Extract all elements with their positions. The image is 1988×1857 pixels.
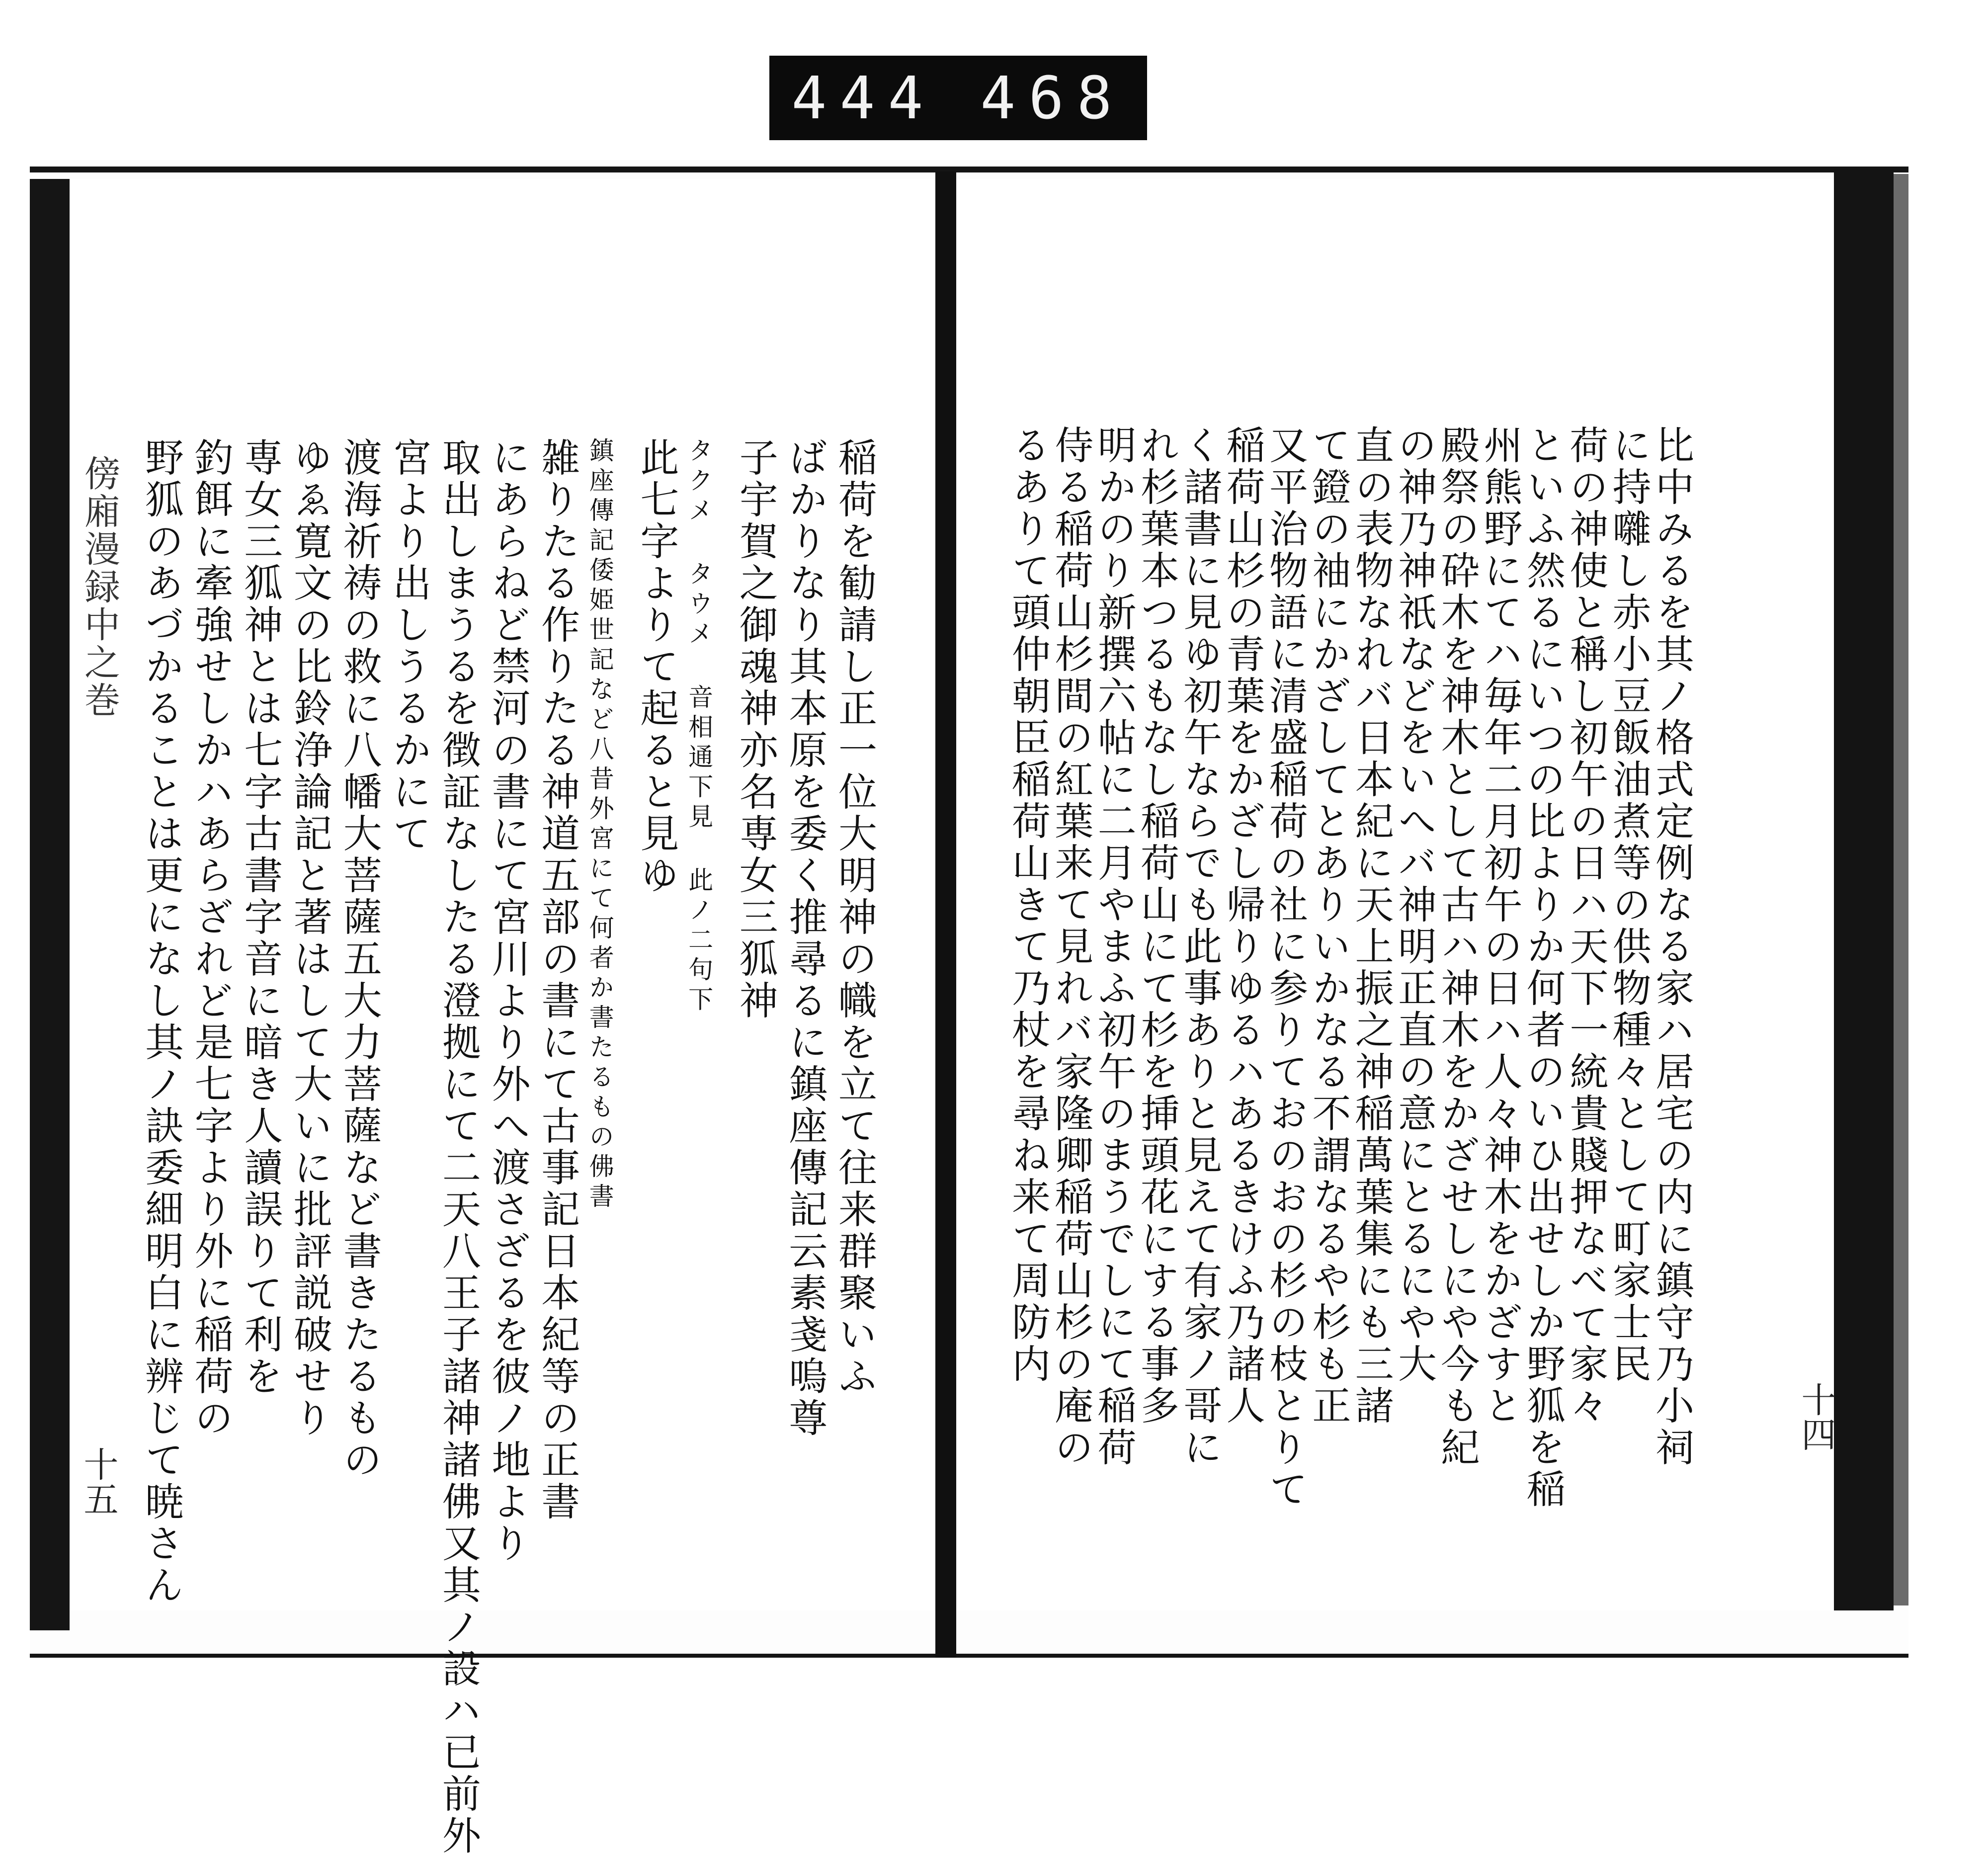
frame-number-right: 468: [980, 64, 1125, 132]
left-column-5: 此七字よりて起ると見ゆ: [634, 437, 679, 897]
right-column-6: 殿祭の砕木を神木として古ハ神木をかざせしにや今も紀: [1434, 425, 1480, 1469]
left-column-12: ゆゑ寛文の比鈴浄論記と著はして大いに批評説破せり: [287, 437, 332, 1439]
left-column-9: 取出しまうるを徴証なしたる澄拠にて二天八王子諸神諸佛又其ノ設ハ已前外: [435, 437, 481, 1857]
right-column-5: 州熊野にてハ毎年二月初午の日ハ人々神木をかざすと: [1477, 425, 1522, 1427]
page-stack-edge: [1894, 174, 1908, 1605]
left-column-8: にあらねど禁河の書にて宮川より外へ渡さざるを彼ノ地より: [485, 437, 530, 1565]
right-column-15: 侍る稲荷山杉間の紅葉来て見れバ家隆卿稲荷山杉の庵の: [1048, 425, 1093, 1469]
right-column-16: るありて頭仲朝臣稲荷山きて乃杖を尋ね来て周防内: [1005, 425, 1050, 1385]
right-column-1: 比中みるを其ノ格式定例なる家ハ居宅の内に鎮守乃小祠: [1649, 425, 1694, 1469]
running-title: 傍廂漫録中之巻: [79, 455, 120, 719]
left-column-1: 稲荷を勧請し正一位大明神の幟を立て往来群聚いふ: [832, 437, 877, 1398]
left-column-3: 子宇賀之御魂神亦名専女三狐神: [733, 437, 778, 1022]
microfilm-frame-label: [769, 56, 1147, 140]
left-column-4: タクメ タウメ 音相通下見 此ノ二句下: [684, 437, 714, 1016]
right-column-7: の神乃神祇などをいへバ神明正直の意にとるにや大: [1392, 425, 1436, 1385]
right-column-8: 直の表物なれバ日本紀に天上振之神稲萬葉集にも三諸: [1348, 425, 1394, 1427]
left-column-14: 釣餌に牽強せしかハあらざれど是七字より外に稲荷の: [188, 437, 233, 1439]
left-column-7: 雑りたる作りたる神道五部の書にて古事記日本紀等の正書: [535, 437, 580, 1523]
right-column-13: れ杉葉本つるもなし稲荷山にて杉を挿頭花にする事多: [1134, 425, 1179, 1427]
gutter: [935, 171, 956, 1658]
left-binding-edge: [30, 179, 70, 1630]
frame-number-left: 444: [791, 64, 936, 132]
right-column-3: 荷の神使と稱し初午の日ハ天下一統貴賤押なべて家々: [1563, 425, 1608, 1427]
left-column-6: 鎮座傳記倭姫世記など八昔外宮にて何者か書たるもの佛書: [585, 437, 614, 1213]
folio-left: 十五: [78, 1446, 119, 1516]
right-page: [956, 179, 1834, 1610]
folio-right: 十四: [1796, 1382, 1836, 1451]
left-column-13: 専女三狐神とは七字古書字音に暗き人讀誤りて利を: [238, 437, 283, 1398]
right-column-10: 又平治物語に清盛稲荷の社に参りておのおの杉の枝とりて: [1263, 425, 1308, 1511]
left-page: [70, 179, 935, 1857]
left-column-11: 渡海祈祷の救に八幡大菩薩五大力菩薩など書きたるもの: [336, 437, 382, 1481]
left-column-10: 宮より出しうるかにて: [386, 437, 431, 855]
right-column-14: 明かのり新撰六帖に二月やまふ初午のまうでしにて稲荷: [1091, 425, 1136, 1469]
left-column-15: 野狐のあづかることは更になし其ノ訣委細明白に辨じて暁さん: [139, 437, 183, 1606]
right-column-9: て鐙の袖にかざしてとありいかなる不謂なるや杉も正: [1306, 425, 1351, 1427]
left-column-2: ばかりなり其本原を委く推尋るに鎮座傳記云素戔嗚尊: [782, 437, 828, 1439]
right-column-2: に持囃し赤小豆飯油煮等の供物種々として町家士民: [1606, 425, 1651, 1385]
right-column-12: く諸書に見ゆ初午ならでも此事ありと見えて有家ノ哥に: [1177, 425, 1222, 1469]
right-column-11: 稲荷山杉の青葉をかざし帰りゆるハあるきけふ乃諸人: [1220, 425, 1265, 1427]
right-binding-edge: [1834, 169, 1894, 1610]
right-column-4: といふ然るにいつの比よりか何者のいひ出せしか野狐を稲: [1520, 425, 1565, 1511]
